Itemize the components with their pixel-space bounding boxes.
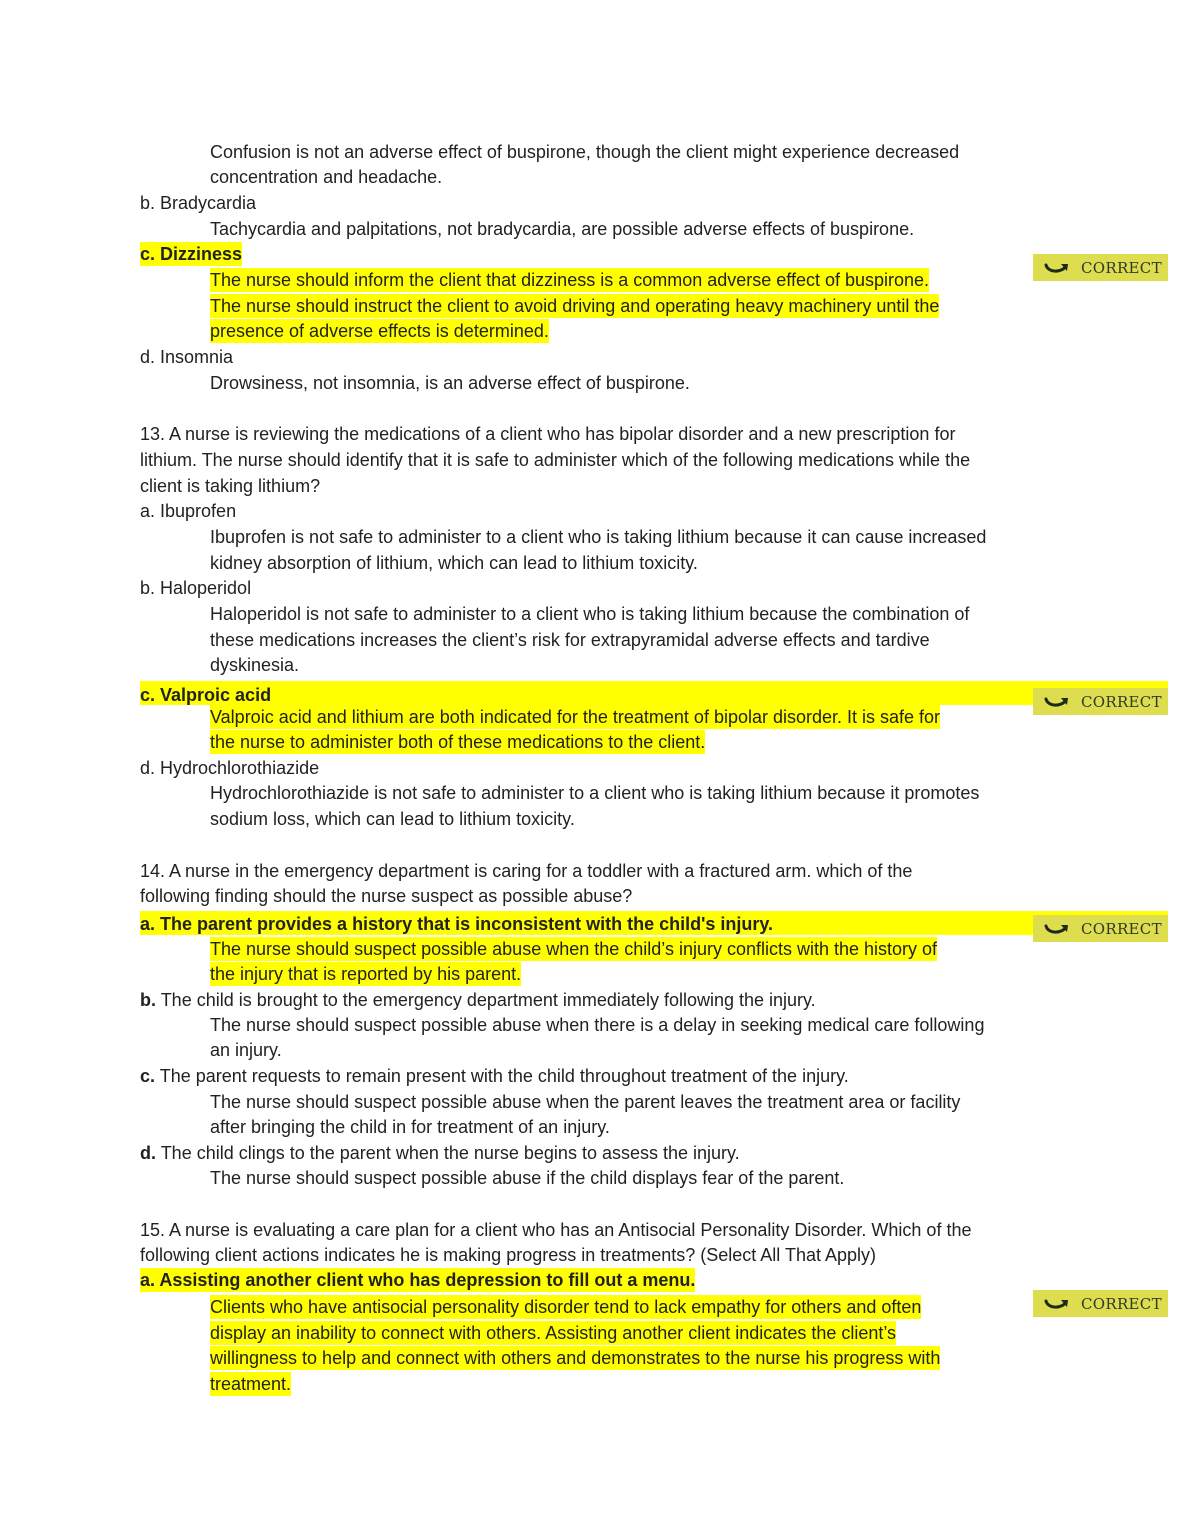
correct-badge — [1033, 1290, 1168, 1317]
correct-option-a: a. The parent provides a history that is inconsistent with the child's injury. — [140, 914, 774, 934]
option-text: The child is brought to the emergency department immediately following the injury. — [160, 990, 816, 1010]
question-13-text: 13. A nurse is reviewing the medications of a client who has bipolar disorder and a new prescription for — [140, 424, 956, 444]
explanation-text: dyskinesia. — [210, 655, 300, 675]
option-text: The child clings to the parent when the nurse begins to assess the injury. — [160, 1143, 740, 1163]
correct-explanation: The nurse should inform the client that dizziness is a common adverse effect of buspirone. — [210, 270, 930, 290]
correct-explanation: display an inability to connect with others. Assisting another client indicates the client’s — [210, 1323, 897, 1343]
option-letter: d. — [140, 1143, 156, 1163]
curved-arrow-icon — [1043, 921, 1071, 937]
explanation-text: The nurse should suspect possible abuse when there is a delay in seeking medical care following — [210, 1015, 985, 1035]
explanation-text: these medications increases the client’s risk for extrapyramidal adverse effects and tardive — [210, 630, 930, 650]
explanation-text: The nurse should suspect possible abuse if the child displays fear of the parent. — [210, 1168, 845, 1188]
highlight-bar — [140, 681, 1168, 705]
curved-arrow-icon — [1043, 694, 1071, 710]
option-b — [140, 988, 816, 1012]
option-letter: c. — [140, 1066, 156, 1086]
question-15-text: following client actions indicates he is making progress in treatments? (Select All That Apply) — [140, 1245, 877, 1265]
correct-explanation: Clients who have antisocial personality disorder tend to lack empathy for others and often — [210, 1297, 922, 1317]
correct-badge — [1033, 688, 1168, 715]
explanation-text: Tachycardia and palpitations, not bradycardia, are possible adverse effects of buspirone. — [210, 219, 915, 239]
question-15-text: 15. A nurse is evaluating a care plan for a client who has an Antisocial Personality Disorder. Which of the — [140, 1220, 972, 1240]
explanation-text: kidney absorption of lithium, which can lead to lithium toxicity. — [210, 553, 698, 573]
explanation-text: Ibuprofen is not safe to administer to a client who is taking lithium because it can cause increased — [210, 527, 987, 547]
question-14-text: following finding should the nurse suspect as possible abuse? — [140, 886, 633, 906]
explanation-text: Drowsiness, not insomnia, is an adverse effect of buspirone. — [210, 373, 690, 393]
badge-label: CORRECT — [1081, 919, 1162, 938]
option-b: b. Bradycardia — [140, 193, 257, 213]
badge-label: CORRECT — [1081, 692, 1162, 711]
explanation-text: Confusion is not an adverse effect of buspirone, though the client might experience decreased — [210, 142, 960, 162]
question-14-text: 14. A nurse in the emergency department is caring for a toddler with a fractured arm. which of the — [140, 861, 913, 881]
option-c — [140, 1064, 849, 1088]
option-letter: b. — [140, 990, 156, 1010]
badge-label: CORRECT — [1081, 1294, 1162, 1313]
option-d: d. Hydrochlorothiazide — [140, 758, 320, 778]
option-d — [140, 1141, 740, 1165]
explanation-text: after bringing the child in for treatment of an injury. — [210, 1117, 610, 1137]
correct-option-c: c. Valproic acid — [140, 685, 272, 705]
correct-explanation: The nurse should instruct the client to avoid driving and operating heavy machinery until the — [210, 296, 940, 316]
correct-option-c: c. Dizziness — [140, 244, 243, 264]
correct-explanation: Valproic acid and lithium are both indicated for the treatment of bipolar disorder. It is safe for — [210, 707, 941, 727]
correct-explanation: willingness to help and connect with others and demonstrates to the nurse his progress with — [210, 1348, 941, 1368]
curved-arrow-icon — [1043, 260, 1071, 276]
option-d: d. Insomnia — [140, 347, 234, 367]
correct-option-a: a. Assisting another client who has depression to fill out a menu. — [140, 1270, 696, 1290]
explanation-text: concentration and headache. — [210, 167, 443, 187]
correct-explanation: the nurse to administer both of these medications to the client. — [210, 732, 706, 752]
explanation-text: The nurse should suspect possible abuse when the parent leaves the treatment area or facility — [210, 1092, 961, 1112]
question-13-text: lithium. The nurse should identify that it is safe to administer which of the following medications while the — [140, 450, 971, 470]
question-13-text: client is taking lithium? — [140, 476, 321, 496]
correct-explanation: The nurse should suspect possible abuse when the child’s injury conflicts with the history of — [210, 939, 938, 959]
explanation-text: an injury. — [210, 1040, 282, 1060]
explanation-text: sodium loss, which can lead to lithium toxicity. — [210, 809, 575, 829]
curved-arrow-icon — [1043, 1296, 1071, 1312]
correct-explanation: presence of adverse effects is determined. — [210, 321, 549, 341]
correct-explanation: the injury that is reported by his parent. — [210, 964, 522, 984]
option-text: The parent requests to remain present with the child throughout treatment of the injury. — [159, 1066, 849, 1086]
badge-label: CORRECT — [1081, 258, 1162, 277]
correct-badge — [1033, 254, 1168, 281]
explanation-text: Hydrochlorothiazide is not safe to administer to a client who is taking lithium because it promotes — [210, 783, 980, 803]
correct-badge — [1033, 915, 1168, 942]
option-b: b. Haloperidol — [140, 578, 252, 598]
explanation-text: Haloperidol is not safe to administer to a client who is taking lithium because the combination of — [210, 604, 970, 624]
option-a: a. Ibuprofen — [140, 501, 237, 521]
correct-explanation: treatment. — [210, 1374, 292, 1394]
